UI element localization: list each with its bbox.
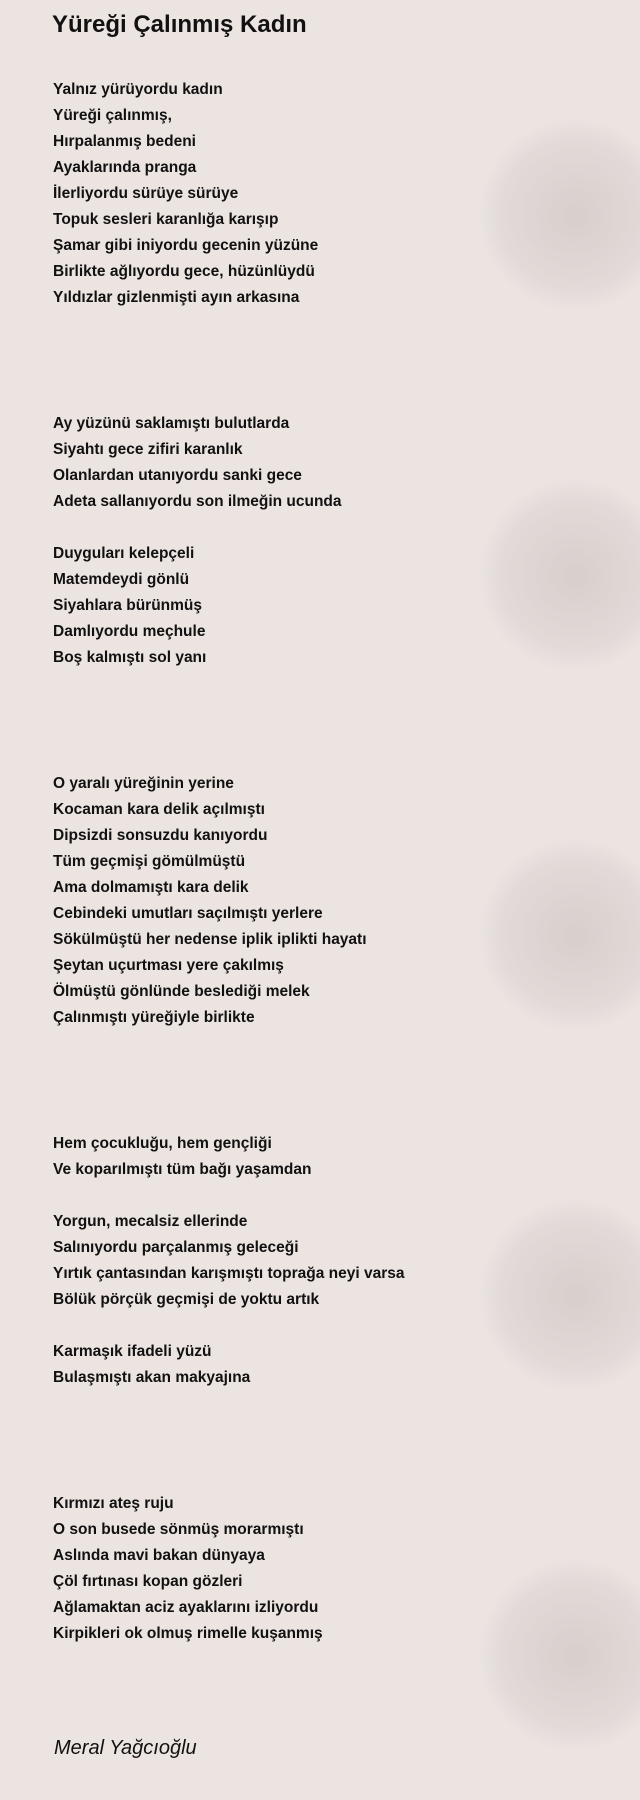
poem-line: Sökülmüştü her nedense iplik iplikti hayatı bbox=[53, 931, 367, 948]
poem-line: Salınıyordu parçalanmış geleceği bbox=[53, 1239, 299, 1256]
poem-line: Ama dolmamıştı kara delik bbox=[53, 879, 249, 896]
poem-line: Ağlamaktan aciz ayaklarını izliyordu bbox=[53, 1599, 319, 1616]
poem-line: Tüm geçmişi gömülmüştü bbox=[53, 853, 246, 870]
poem-line: Duyguları kelepçeli bbox=[53, 545, 195, 562]
poem-line: Yırtık çantasından karışmıştı toprağa neyi varsa bbox=[53, 1265, 405, 1282]
poem-line: Bölük pörçük geçmişi de yoktu artık bbox=[53, 1291, 320, 1308]
poem-line: Yıldızlar gizlenmişti ayın arkasına bbox=[53, 289, 300, 306]
poem-line: Ve koparılmıştı tüm bağı yaşamdan bbox=[53, 1161, 312, 1178]
poem-line: Birlikte ağlıyordu gece, hüzünlüydü bbox=[53, 263, 315, 280]
stanza bbox=[53, 541, 206, 671]
stanza bbox=[53, 1339, 250, 1391]
poem-line: Kocaman kara delik açılmıştı bbox=[53, 801, 265, 818]
poem-line: İlerliyordu sürüye sürüye bbox=[53, 185, 239, 202]
poem-title: Yüreği Çalınmış Kadın bbox=[52, 11, 307, 38]
stanza bbox=[53, 1209, 404, 1313]
poem-line: Ayaklarında pranga bbox=[53, 159, 197, 176]
poem-line: O yaralı yüreğinin yerine bbox=[53, 775, 234, 792]
poem-line: Karmaşık ifadeli yüzü bbox=[53, 1343, 212, 1360]
stanza bbox=[53, 771, 367, 1031]
poem-line: Siyahlara bürünmüş bbox=[53, 597, 203, 614]
poem-line: Siyahtı gece zifiri karanlık bbox=[53, 441, 243, 458]
poem-line: Olanlardan utanıyordu sanki gece bbox=[53, 467, 302, 484]
poem-line: Bulaşmıştı akan makyajına bbox=[53, 1369, 251, 1386]
poem-line: Şeytan uçurtması yere çakılmış bbox=[53, 957, 284, 974]
poem-line: Çöl fırtınası kopan gözleri bbox=[53, 1573, 243, 1590]
stanza bbox=[53, 77, 318, 311]
poem-line: Topuk sesleri karanlığa karışıp bbox=[53, 211, 279, 228]
poem-line: Boş kalmıştı sol yanı bbox=[53, 649, 207, 666]
poem-line: Cebindeki umutları saçılmıştı yerlere bbox=[53, 905, 323, 922]
stanza bbox=[53, 1491, 323, 1647]
poem-line: Dipsizdi sonsuzdu kanıyordu bbox=[53, 827, 268, 844]
poem-line: Hem çocukluğu, hem gençliği bbox=[53, 1135, 272, 1152]
poem-line: Şamar gibi iniyordu gecenin yüzüne bbox=[53, 237, 319, 254]
poem-line: Kirpikleri ok olmuş rimelle kuşanmış bbox=[53, 1625, 323, 1642]
poem-line: Ay yüzünü saklamıştı bulutlarda bbox=[53, 415, 290, 432]
poem-author: Meral Yağcıoğlu bbox=[54, 1737, 197, 1759]
poem-line: Yüreği çalınmış, bbox=[53, 107, 172, 124]
poem-line: Ölmüştü gönlünde beslediği melek bbox=[53, 983, 310, 1000]
poem-line: Aslında mavi bakan dünyaya bbox=[53, 1547, 265, 1564]
stanza bbox=[53, 1131, 311, 1183]
poem-line: Matemdeydi gönlü bbox=[53, 571, 190, 588]
poem-line: Yalnız yürüyordu kadın bbox=[53, 81, 223, 98]
poem-line: Yorgun, mecalsiz ellerinde bbox=[53, 1213, 248, 1230]
poem-line: Hırpalanmış bedeni bbox=[53, 133, 196, 150]
poem-line: Adeta sallanıyordu son ilmeğin ucunda bbox=[53, 493, 342, 510]
poem-line: Damlıyordu meçhule bbox=[53, 623, 206, 640]
poem-line: Kırmızı ateş ruju bbox=[53, 1495, 174, 1512]
poem-line: Çalınmıştı yüreğiyle birlikte bbox=[53, 1009, 255, 1026]
stanza bbox=[53, 411, 342, 515]
poem-line: O son busede sönmüş morarmıştı bbox=[53, 1521, 304, 1538]
